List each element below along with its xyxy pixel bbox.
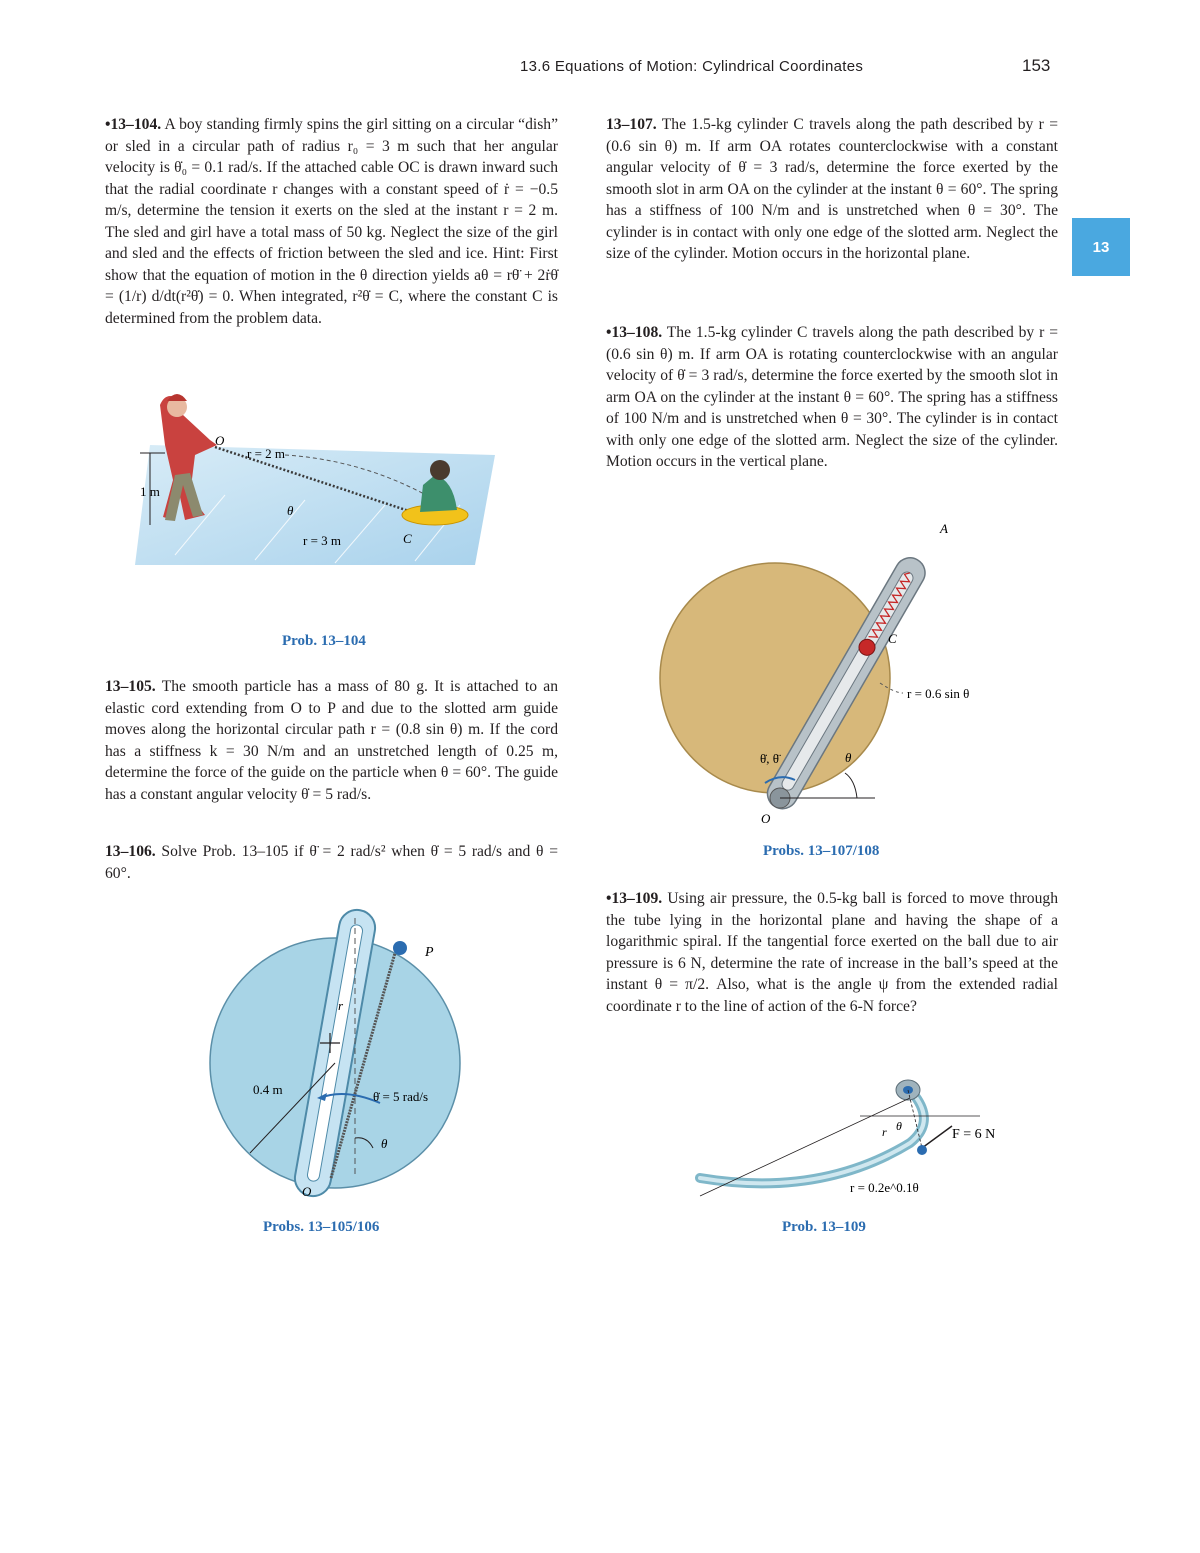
- particle-p: [393, 941, 407, 955]
- problem-text: The 1.5-kg cylinder C travels along the path described by r = (0.6 sin θ) m. If arm OA rotates counterclockwise with a constant angular velocity of θ̇ = 3 rad/s, determine the force exerted by the smooth slot in arm OA on the cylinder at the instant θ = 60°. The spring has a stiffness of 100 N/m and is unstretched when θ = 30°. The cylinder is in contact with only one edge of the slotted arm. Neglect the size of the cylinder. Motion occurs in the horizontal plane.: [606, 116, 1058, 262]
- label-theta: θ: [287, 503, 294, 518]
- label-r: r = 0.2e^0.1θ: [850, 1180, 919, 1195]
- problem-13-105: [105, 676, 558, 805]
- problem-hint: Hint: First show that the equation of motion in the θ direction yields aθ = rθ̈ + 2ṙθ̇ = (1/r) d/dt(r²θ̇) = 0. When integrated, r²θ̇ = C, where the constant C is determined from the problem data.: [105, 245, 558, 327]
- caption-13-104: Prob. 13–104: [282, 633, 366, 649]
- label-r2: r = 2 m: [247, 446, 286, 461]
- label-theta: θ: [845, 750, 852, 765]
- figure-13-104: [135, 385, 515, 575]
- problem-13-106: [105, 841, 558, 884]
- caption-13-105-106: Probs. 13–105/106: [263, 1219, 380, 1235]
- label-o: O: [302, 1184, 312, 1199]
- label-a: A: [940, 521, 948, 536]
- running-header: 13.6 Equations of Motion: Cylindrical Coordinates: [520, 58, 864, 75]
- problem-text: A boy standing firmly spins the girl sitting on a circular “dish” or sled in a circular path of radius r₀ = 3 m such that her angular velocity is θ̇₀ = 0.1 rad/s. If the attached cable OC is drawn inward such that the radial coordinate r changes with a constant speed of ṙ = −0.5 m/s, determine the tension it exerts on the sled at the instant r = 2 m. The sled and girl have a total mass of 50 kg. Neglect the size of the girl and sled and the effects of friction between the sled and ice.: [105, 116, 558, 262]
- caption-13-107-108: Probs. 13–107/108: [763, 843, 880, 859]
- label-c: C: [403, 531, 412, 546]
- label-r3: r = 3 m: [303, 533, 342, 548]
- label-o: O: [761, 811, 771, 826]
- problem-number: 13–106.: [105, 843, 156, 860]
- label-omega: θ̇ = 5 rad/s: [373, 1089, 429, 1104]
- ball: [917, 1145, 927, 1155]
- label-rlabel: r: [882, 1125, 887, 1139]
- label-c: C: [888, 631, 897, 646]
- label-radius: 0.4 m: [253, 1082, 283, 1097]
- caption-13-109: Prob. 13–109: [782, 1219, 866, 1235]
- problem-text: The 1.5-kg cylinder C travels along the path described by r = (0.6 sin θ) m. If arm OA is rotating counterclockwise with an angular velocity of θ̇ = 3 rad/s, determine the force exerted by the smooth slot in arm OA on the cylinder at the instant θ = 60°. The spring has a stiffness of 100 N/m and is unstretched when θ = 30°. The cylinder is in contact with only one edge of the slotted arm. Neglect the size of the cylinder. Motion occurs in the vertical plane.: [606, 324, 1058, 470]
- problem-text: Using air pressure, the 0.5-kg ball is forced to move through the tube lying in the horizontal plane and having the shape of a logarithmic spiral. If the tangential force exerted on the ball due to air pressure is 6 N, determine the rate of increase in the ball’s speed at the instant θ = π/2. Also, what is the angle ψ from the extended radial coordinate r to the line of action of the 6-N force?: [606, 890, 1058, 1015]
- label-theta: θ: [381, 1136, 388, 1151]
- girl-head: [430, 460, 450, 480]
- label-thetadot: θ̇, θ̈: [760, 751, 779, 766]
- problem-text: The smooth particle has a mass of 80 g. It is attached to an elastic cord extending from O to P and due to the slotted arm guide moves along the horizontal circular path r = (0.8 sin θ) m. If the cord has a stiffness k = 30 N/m and an unstretched length of 0.25 m, determine the force of the guide on the particle when θ = 60°. The guide has a constant angular velocity θ̇ = 5 rad/s.: [105, 678, 558, 803]
- problem-13-107: [606, 114, 1058, 265]
- label-f: F = 6 N: [952, 1127, 996, 1142]
- figure-13-109: [660, 1068, 1020, 1208]
- chapter-tab: 13: [1072, 218, 1130, 276]
- problem-number: 13–107.: [606, 116, 657, 133]
- problem-13-108: [606, 322, 1058, 473]
- problem-text: Solve Prob. 13–105 if θ̈ = 2 rad/s² when θ̇ = 5 rad/s and θ = 60°.: [105, 843, 558, 882]
- label-r: r = 0.6 sin θ: [907, 686, 970, 701]
- label-r: r: [338, 998, 344, 1013]
- problem-13-109: [606, 888, 1058, 1017]
- problem-number: •13–104.: [105, 116, 162, 133]
- label-p: P: [425, 945, 434, 960]
- problem-number: •13–109.: [606, 890, 663, 907]
- label-theta: θ: [896, 1119, 902, 1133]
- spiral-tube: [700, 1096, 924, 1183]
- problem-number: 13–105.: [105, 678, 156, 695]
- problem-number: •13–108.: [606, 324, 663, 341]
- problem-13-104: [105, 114, 558, 329]
- label-o: O: [215, 433, 225, 448]
- figure-13-107: [655, 518, 1015, 828]
- page-bottom-margin: [0, 1305, 1200, 1553]
- figure-13-105: [205, 898, 475, 1208]
- page-number: 153: [1022, 56, 1051, 75]
- label-1m: 1 m: [140, 484, 160, 499]
